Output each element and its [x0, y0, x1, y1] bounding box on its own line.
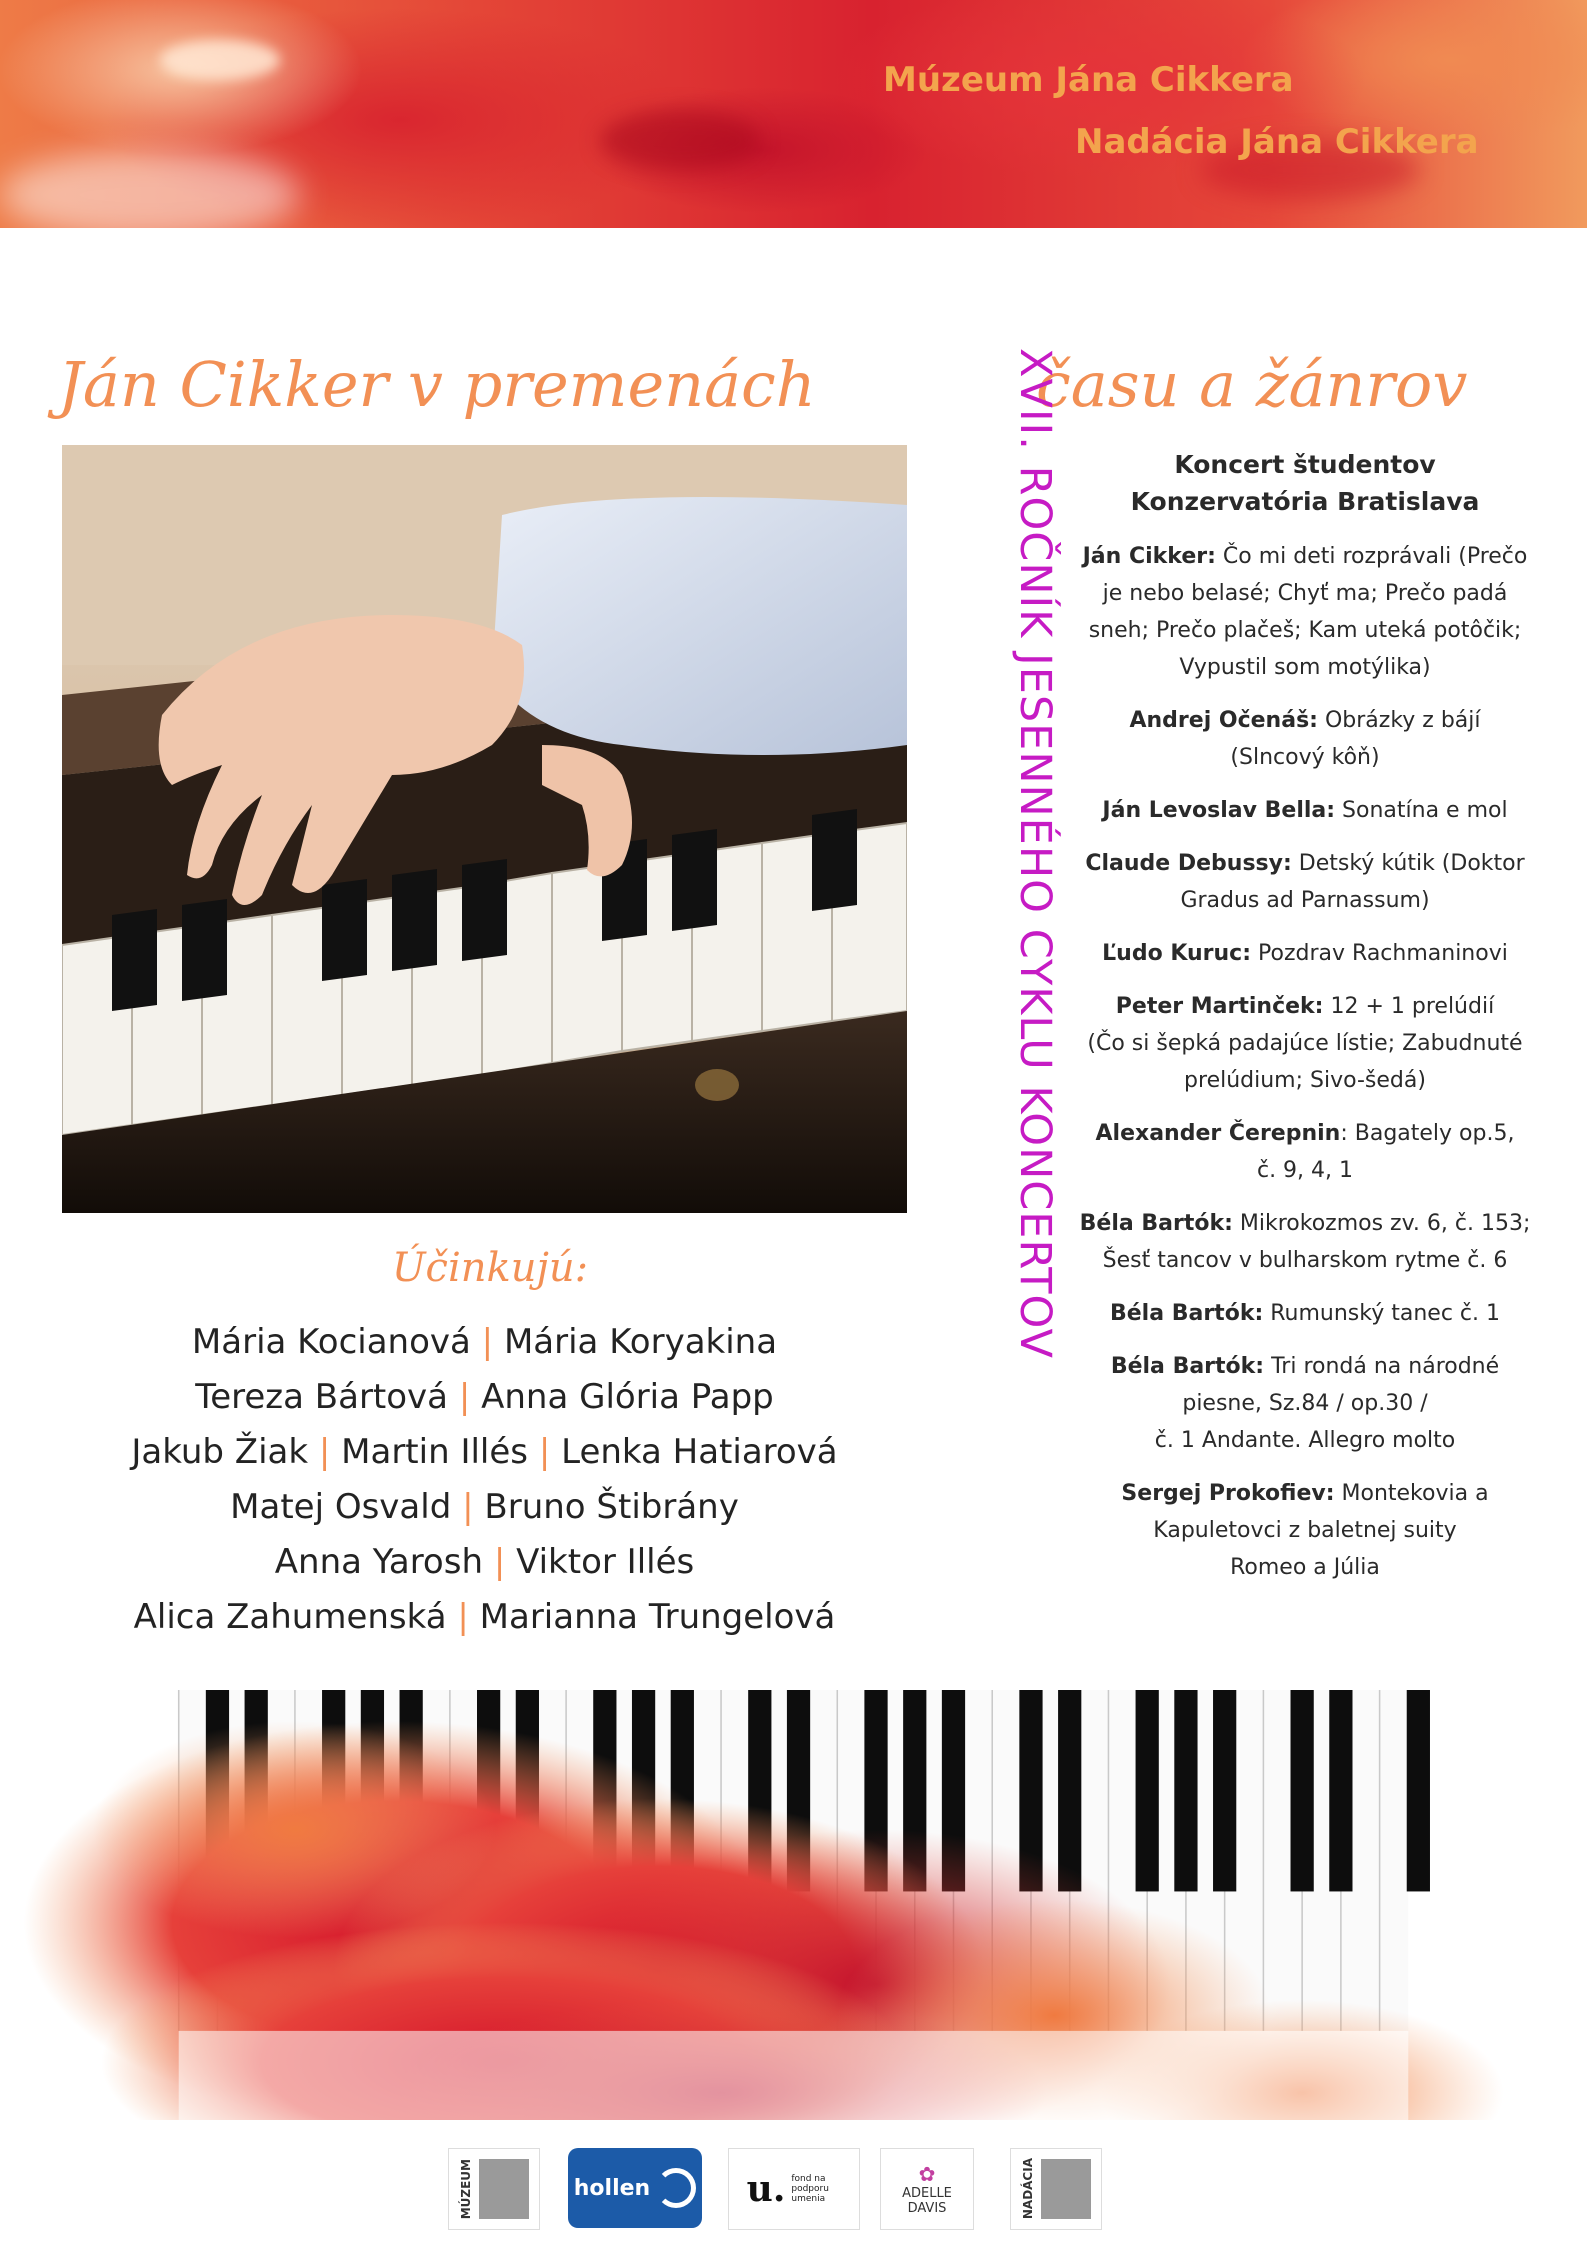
work-title: Obrázky z bájí: [1317, 708, 1481, 733]
fpu-text: fond na podporu umenia: [791, 2174, 829, 2204]
performers-row: [62, 1535, 907, 1590]
bottom-watercolor-keyboard: [0, 1690, 1587, 2245]
performers-row: [62, 1480, 907, 1535]
work-title: Kapuletovci z baletnej suity: [1153, 1518, 1457, 1543]
black-key: [1058, 1690, 1081, 1891]
title-right: času a žánrov: [1036, 348, 1468, 421]
performers-row: [62, 1425, 907, 1480]
keyboard-illustration: [0, 1690, 1587, 2120]
concert-program: [1040, 446, 1570, 1602]
work-title: (Čo si šepká padajúce lístie; Zabudnuté: [1087, 1031, 1523, 1056]
program-heading-line-1: Koncert študentov: [1174, 450, 1436, 479]
program-items: [1040, 538, 1570, 1586]
program-item: [1040, 792, 1570, 829]
fpu-logo: [728, 2148, 860, 2230]
series-label-text: XVII. ROČNÍK JESENNÉHO CYKLU KONCERTOV: [1010, 348, 1060, 1359]
program-item: [1040, 1475, 1570, 1586]
work-title: č. 1 Andante. Allegro molto: [1154, 1428, 1456, 1453]
performer-name: Matej Osvald: [230, 1487, 452, 1527]
work-title: piesne, Sz.84 / op.30 /: [1182, 1391, 1428, 1416]
performers-row: [62, 1370, 907, 1425]
separator: |: [458, 1377, 471, 1417]
work-title: Pozdrav Rachmaninovi: [1251, 941, 1508, 966]
nadacia-logo-text: NADÁCIA: [1021, 2158, 1035, 2220]
program-heading-line-2: Konzervatória Bratislava: [1130, 487, 1480, 516]
nadacia-logo: [1010, 2148, 1102, 2230]
museum-logo-text: MÚZEUM: [459, 2158, 473, 2220]
composer-name: Ľudo Kuruc:: [1102, 941, 1252, 966]
separator: |: [462, 1487, 474, 1527]
performer-name: Anna Glória Papp: [481, 1377, 774, 1417]
black-key: [1213, 1690, 1236, 1891]
separator: |: [493, 1542, 506, 1582]
black-key: [1291, 1690, 1314, 1891]
work-title: Rumunský tanec č. 1: [1263, 1301, 1500, 1326]
performer-name: Bruno Štibrány: [484, 1487, 739, 1527]
title-left: Ján Cikker v premenách: [58, 348, 816, 421]
museum-logo: [448, 2148, 540, 2230]
davis-text: DAVIS: [907, 2201, 947, 2216]
work-title: (Slncový kôň): [1230, 745, 1380, 770]
program-heading: [1040, 446, 1570, 520]
performer-name: Tereza Bártová: [195, 1377, 449, 1417]
hollen-mark-icon: [656, 2168, 696, 2208]
composer-name: Ján Levoslav Bella:: [1102, 798, 1336, 823]
cikker-portrait-icon-2: [1041, 2159, 1091, 2219]
program-item: [1040, 1115, 1570, 1189]
foundation-name: Nadácia Jána Cikkera: [1075, 122, 1479, 162]
cikker-portrait-icon: [479, 2159, 529, 2219]
work-title: Tri rondá na národné: [1264, 1354, 1500, 1379]
work-title: Detský kútik (Doktor: [1291, 851, 1525, 876]
program-item: [1040, 702, 1570, 776]
separator: |: [457, 1597, 469, 1637]
performer-name: Alica Zahumenská: [133, 1597, 447, 1637]
piano-hands-image: [62, 445, 907, 1213]
program-item: [1040, 1295, 1570, 1332]
work-title: Vypustil som motýlika): [1179, 655, 1431, 680]
performer-name: Jakub Žiak: [131, 1432, 309, 1472]
work-title: je nebo belasé; Chyť ma; Prečo padá: [1102, 581, 1508, 606]
program-item: [1040, 988, 1570, 1099]
work-title: : Bagately op.5,: [1340, 1121, 1515, 1146]
performers-row: [62, 1590, 907, 1645]
performer-name: Viktor Illés: [516, 1542, 695, 1582]
work-title: Sonatína e mol: [1335, 798, 1508, 823]
performers-list: [62, 1315, 907, 1645]
sponsor-logos: [0, 2140, 1587, 2245]
performer-name: Marianna Trungelová: [479, 1597, 836, 1637]
separator: |: [318, 1432, 331, 1472]
work-title: Gradus ad Parnassum): [1180, 888, 1430, 913]
composer-name: Béla Bartók:: [1079, 1211, 1233, 1236]
work-title: č. 9, 4, 1: [1256, 1158, 1354, 1183]
separator: |: [538, 1432, 551, 1472]
separator: |: [481, 1322, 494, 1362]
flower-icon: ✿: [918, 2162, 936, 2186]
composer-name: Béla Bartók:: [1110, 1354, 1265, 1379]
adelle-text: ADELLE: [902, 2186, 952, 2201]
hollen-logo: [568, 2148, 702, 2228]
work-title: sneh; Prečo plačeš; Kam uteká potôčik;: [1088, 618, 1522, 643]
work-title: prelúdium; Sivo-šedá): [1184, 1068, 1426, 1093]
performer-name: Lenka Hatiarová: [561, 1432, 838, 1472]
black-key: [1174, 1690, 1197, 1891]
performer-name: Mária Koryakina: [503, 1322, 778, 1362]
program-item: [1040, 845, 1570, 919]
program-item: [1040, 1348, 1570, 1459]
work-title: Čo mi deti rozprávali (Prečo: [1215, 544, 1528, 569]
performers-row: [62, 1315, 907, 1370]
program-item: [1040, 935, 1570, 972]
black-key: [1136, 1690, 1159, 1891]
performer-name: Anna Yarosh: [274, 1542, 483, 1582]
performer-name: Mária Kocianová: [191, 1322, 471, 1362]
piano-photo: [62, 445, 907, 1213]
black-key: [1329, 1690, 1352, 1891]
composer-name: Béla Bartók:: [1109, 1301, 1264, 1326]
hollen-logo-text: hollen: [573, 2175, 651, 2201]
work-title: Montekovia a: [1334, 1481, 1489, 1506]
fpu-mark: u.: [746, 2168, 786, 2210]
composer-name: Peter Martinček:: [1115, 994, 1324, 1019]
program-item: [1040, 1205, 1570, 1279]
black-key: [1407, 1690, 1430, 1891]
museum-name: Múzeum Jána Cikkera: [883, 60, 1294, 100]
performers-title: Účinkujú:: [391, 1245, 589, 1291]
composer-name: Claude Debussy:: [1085, 851, 1292, 876]
work-title: Romeo a Júlia: [1230, 1555, 1380, 1580]
performer-name: Martin Illés: [341, 1432, 528, 1472]
work-title: Mikrokozmos zv. 6, č. 153;: [1232, 1211, 1531, 1236]
composer-name: Sergej Prokofiev:: [1121, 1481, 1335, 1506]
composer-name: Alexander Čerepnin: [1095, 1121, 1341, 1146]
work-title: 12 + 1 prelúdií: [1323, 994, 1495, 1019]
top-watercolor-banner: [0, 0, 1587, 228]
program-item: [1040, 538, 1570, 686]
composer-name: Ján Cikker:: [1082, 544, 1216, 569]
composer-name: Andrej Očenáš:: [1129, 708, 1318, 733]
adelle-davis-logo: [880, 2148, 974, 2230]
work-title: Šesť tancov v bulharskom rytme č. 6: [1102, 1248, 1508, 1273]
